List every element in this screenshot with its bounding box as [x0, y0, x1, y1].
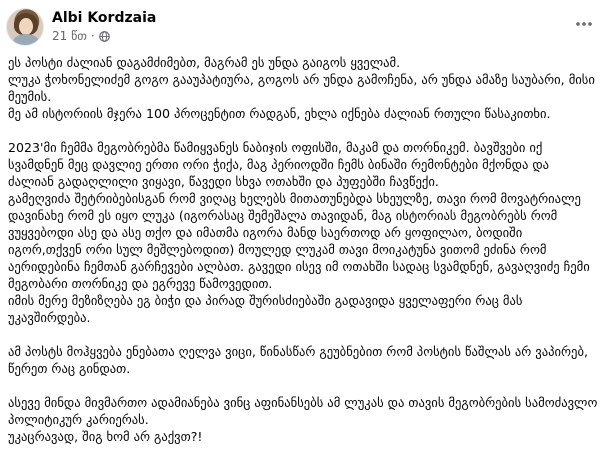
post-header: [6, 8, 602, 48]
paragraph-gap: [8, 326, 598, 343]
globe-icon[interactable]: [99, 31, 110, 42]
post-body: [8, 54, 598, 445]
post-time[interactable]: 21 წთ: [52, 29, 87, 43]
meta-separator: ·: [90, 29, 95, 43]
avatar-face: [19, 18, 33, 35]
avatar[interactable]: [6, 8, 44, 46]
post-meta: [52, 29, 110, 43]
post-paragraph-1: ეს პოსტი ძალიან დაგამძიმებთ, მაგრამ ეს უნდა გაიგოს ყველამ. ლუკა ჭოხონელიძემ გოგო გააუპატიურა, გოგოს არ უნდა გამოჩენა, არ უნდა ამაზე საუბარი, მისი მეუმის. მე ამ ისტორიის მჯერა 100 პროცენტით რადგან, ეხლა იქნება ძალიან რთული წასაკითხი.: [8, 55, 595, 121]
post-paragraph-2: 2023'მი ჩემმა მეგობრებმა წამიყვანეს ნაბიჯის ოფისში, მაკამ და თორნიკემ. ბავშვები იქ სვამდნენ მეც დავლიე ერთი ორი ჭიქა, მაგ პერიოდში ჩემს ბინაში რემონტები მქონდა და ძალიან გადაღლილი ვიყავი, წავედი სხვა ოთახში და პუფებში ჩავწექი. გამეღვიძა შეტრიბებისგან რომ ვიღაც ხელებს მითათუნებდა სხეულზე, თავი რომ მოვატრიალე დავინახე რომ ეს იყო ლუკა (იგორასაც შემეშალა თავიდან, მაგ ისტორიას მეგობრებს რომ ვუყვებოდი ასე და ასე თქო და იმათმა იგორა მანდ საერთოდ არ ყოფილაო, ბოდიში იგორ,თქვენ ორი სულ მეშლებოდით) მოულედ ლუკამ თავი მოიკატუნა ვითომ ეძინა რომ აერიდებინა ჩემთან გარჩევები ალბათ. გავედი ისევ იმ ოთახში სადაც სვამდნენ, გავაღვიძე ჩემი მეგობარი თორნიკე და ეგრევე წამოვედით. იმის მერე მეზიზღება ეგ ბიჭი და პირად შურისძიებაში გადავიდა ყველაფერი რაც მას უკავშირდება.: [8, 140, 590, 325]
post-paragraph-4: ასევე მინდა მივმართო ადამიანება ვინც აფინანსებს ამ ლუკას და თავის მეგობრების სამოძავლო პოლიტიკურ კარიერას. უკაცრავად, შიგ ხომ არ გაქვთ?!: [8, 395, 598, 444]
paragraph-gap: [8, 377, 598, 394]
avatar-body: [13, 34, 39, 46]
author-name[interactable]: Albi Kordzaia: [52, 10, 157, 26]
post-paragraph-3: ამ პოსტს მოჰყვება ენებათა ღელვა ვიცი, წინასწარ გეუბნებით რომ პოსტის წაშლას არ ვაპირებ, წერეთ რაც გინდათ.: [8, 344, 592, 376]
more-options-icon[interactable]: [570, 14, 598, 34]
paragraph-gap: [8, 122, 598, 139]
